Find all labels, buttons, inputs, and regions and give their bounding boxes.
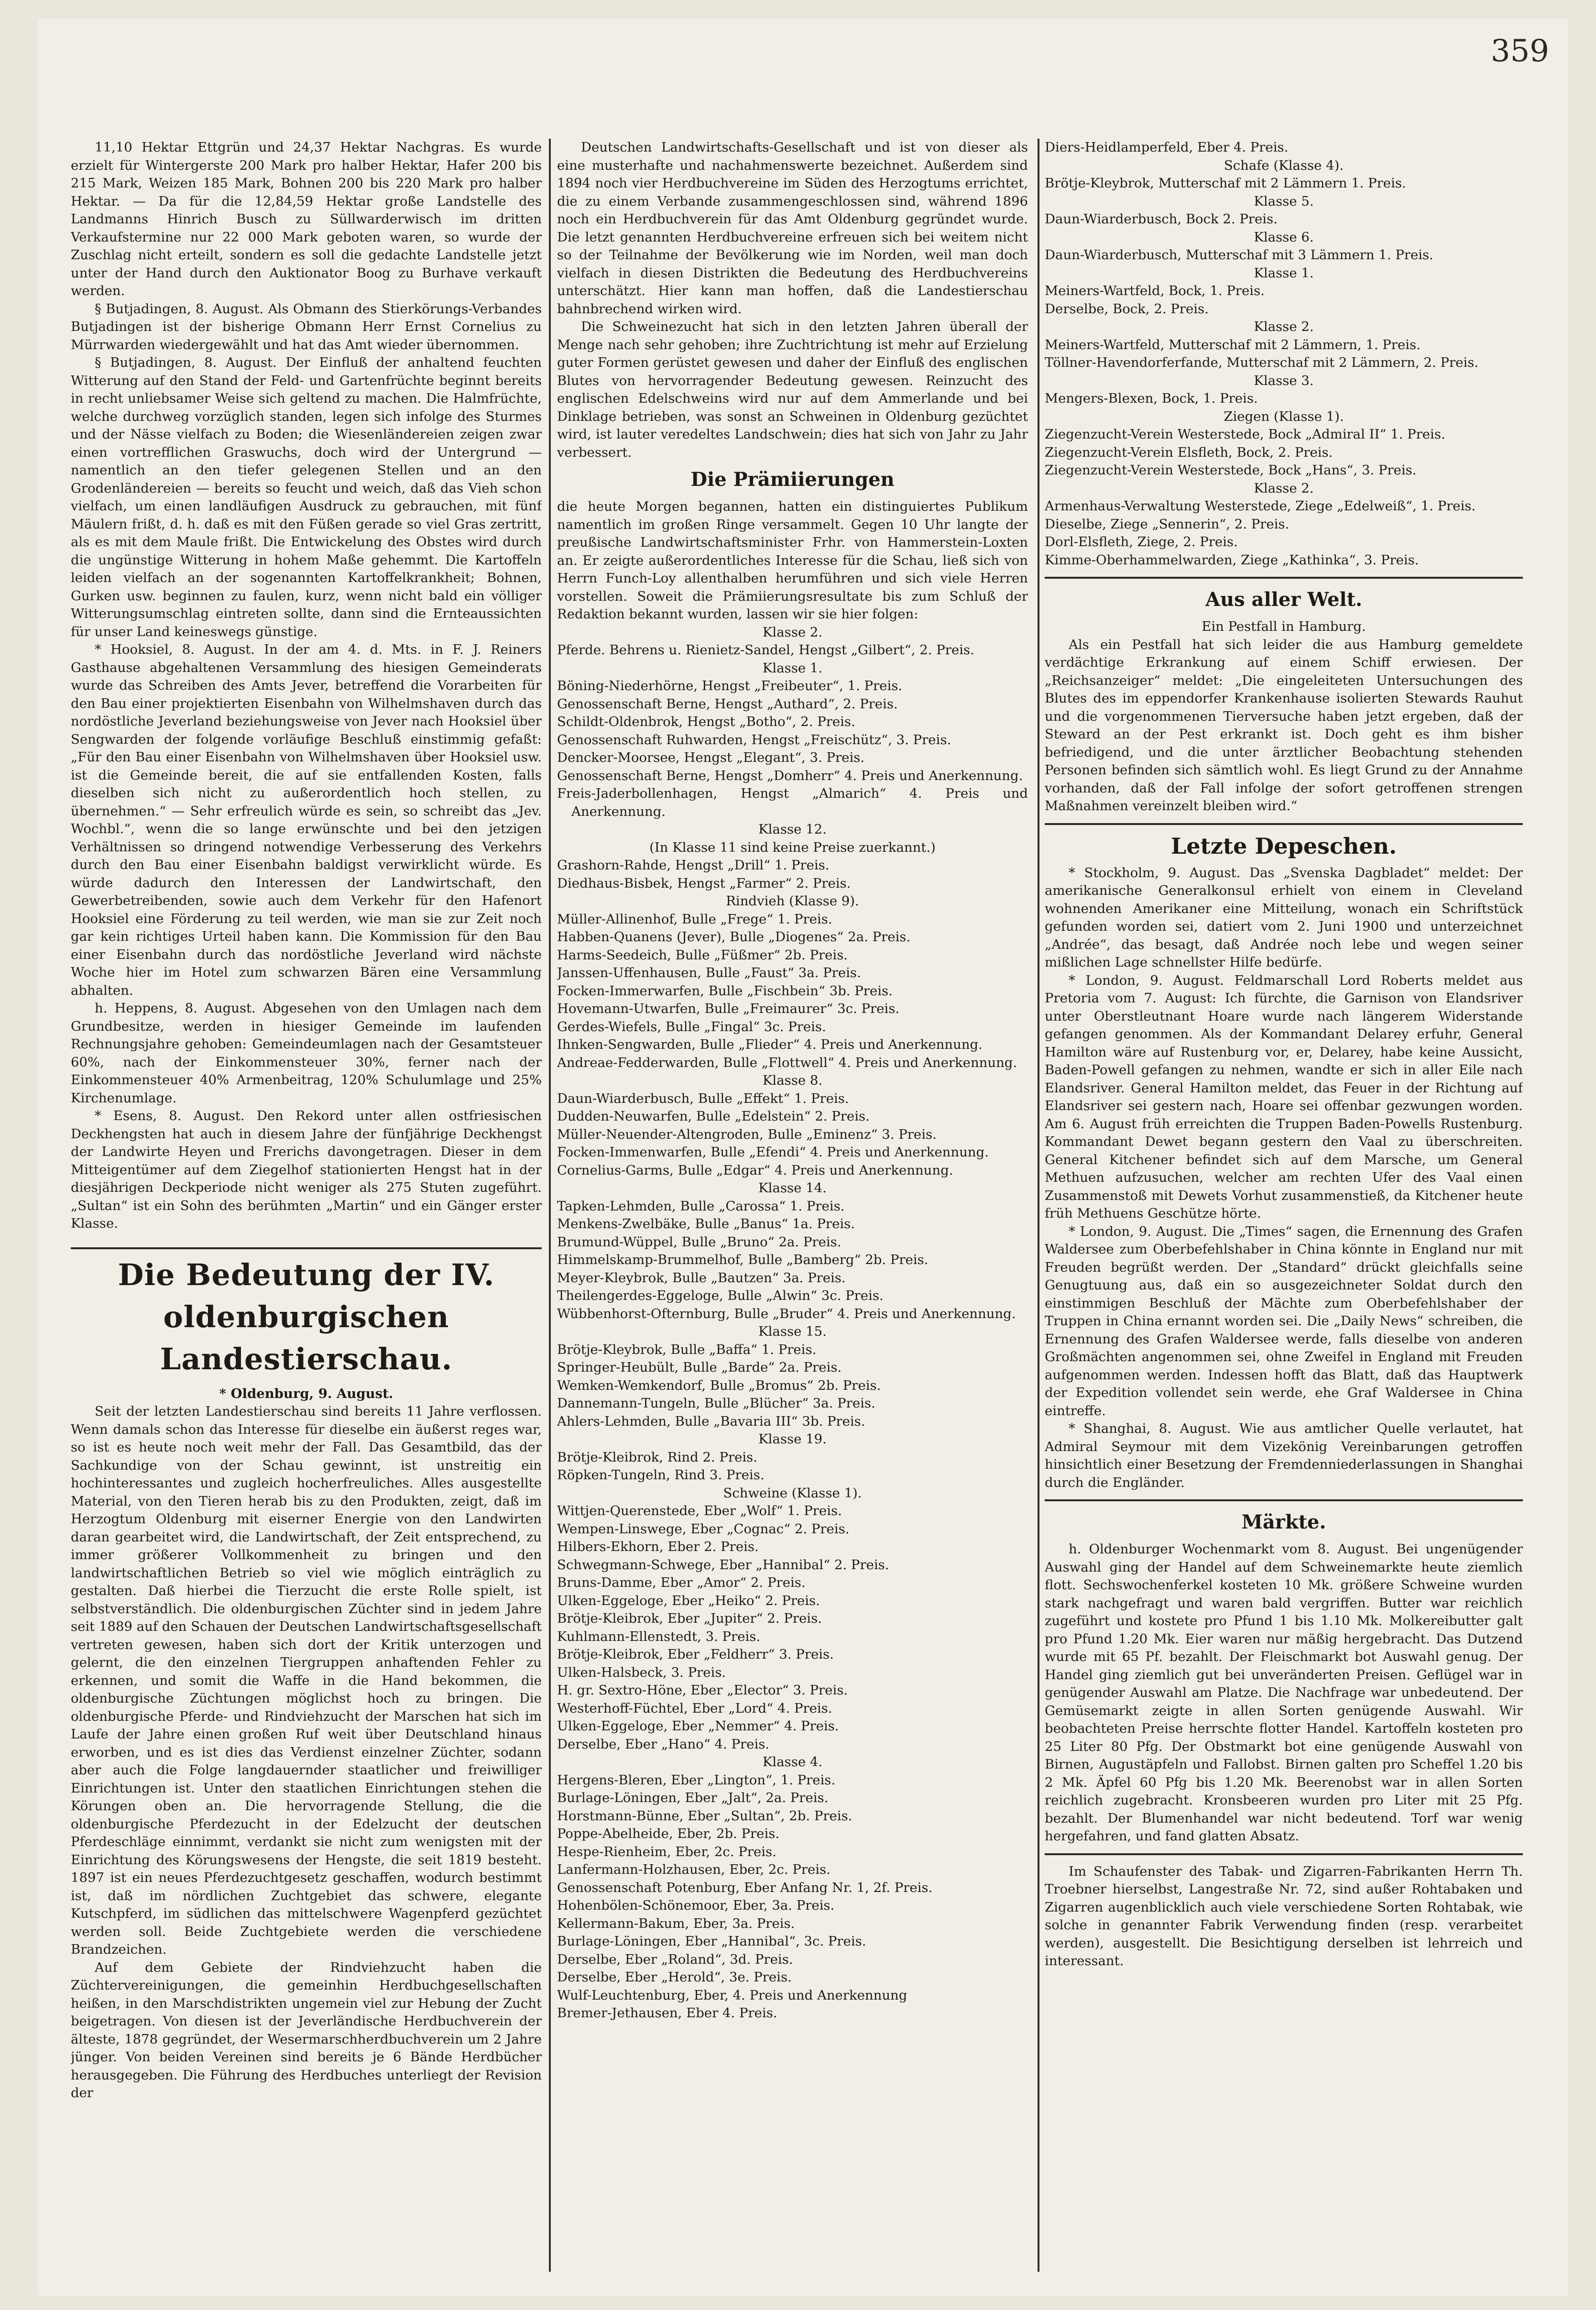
class-heading: Klasse 15. <box>758 1324 827 1339</box>
article-body <box>71 1403 542 2102</box>
list-item: Meiners-Wartfeld, Bock, 1. Preis. <box>1045 283 1265 298</box>
list-item: Springer-Heubült, Bulle „Barde“ 2a. Preis. <box>557 1360 842 1375</box>
prize-intro: die heute Morgen begannen, hatten ein distinguiertes Publikum namentlich im großen Ringe versammelt. Gegen 10 Uhr langte der preußische Landwirtschaftsminister Frhr. von Hammerstein-Loxten an. Er zeigte außerordentliches Interesse für die Schau, ließ sich von Herrn Funch-Loy allenthalben herumführen und sich viele Herren vorstellen. Soweit die Prämiierungsresultate bis zum Schluß der Redaktion bekannt wurden, lassen wir sie hier folgen: <box>557 499 1028 622</box>
divider <box>1045 577 1523 579</box>
dispatch-paragraph: * London, 9. August. Die „Times“ sagen, die Ernennung des Grafen Waldersee zum Oberbefehlshaber in China könnte in England nur mit Freuden begrüßt werden. Der „Standard“ drückt gleichfalls seine Genugtuung aus, daß ein so ausgezeichneter Soldat durch den einstimmigen Beschluß der Mächte zum Oberbefehlshaber der Truppen in China ernannt worden sei. Die „Daily News“ schreiben, die Ernennung des Grafen Waldersee werde, falls dieselbe von anderen Großmächten angenommen sei, ohne Zweifel in England mit Freuden aufgenommen werden. Indessen hofft das Blatt, daß das Hauptwerk der Expedition vollendet sein werde, ehe Graf Waldersee in China eintreffe. <box>1045 1223 1523 1419</box>
list-item: Derselbe, Eber „Roland“, 3d. Preis. <box>557 1951 793 1967</box>
class-heading: Klasse 5. <box>1254 193 1314 209</box>
list-item: Dannemann-Tungeln, Bulle „Blücher“ 3a. Preis. <box>557 1396 875 1411</box>
news-paragraph: 11,10 Hektar Ettgrün und 24,37 Hektar Nachgras. Es wurde erzielt für Wintergerste 200 Mark pro halber Hektar, Hafer 200 bis 215 Mark, Weizen 185 Mark, Bohnen 200 bis 220 Mark pro halber Hektar. — Da für die 12,84,59 Hektar große Landstelle des Landmanns Hinrich Busch zu Süllwarderwisch im dritten Verkaufstermine nur 22 000 Mark geboten waren, so wurde der Zuschlag nicht erteilt, sondern es soll die gedachte Landstelle jetzt unter der Hand durch den Auktionator Boog zu Burhave verkauft werden. <box>71 140 542 298</box>
list-item: Himmelskamp-Brummelhof, Bulle „Bamberg“ 2b. Preis. <box>557 1252 929 1267</box>
class-heading: Rindvieh (Klasse 9). <box>726 893 859 909</box>
dispatch-section-title: Letzte Depeschen. <box>1170 833 1397 859</box>
list-item: Freis-Jaderbollenhagen, Hengst „Almarich“ 4. Preis und Anerkennung. <box>557 786 1028 819</box>
list-item: Müller-Neuender-Altengroden, Bulle „Eminenz“ 3. Preis. <box>557 1126 937 1142</box>
divider <box>1045 1499 1523 1501</box>
prize-section-title: Die Prämiierungen <box>690 468 895 491</box>
list-item: Harms-Seedeich, Bulle „Füßmer“ 2b. Preis. <box>557 947 848 963</box>
list-item: Wulf-Leuchtenburg, Eber, 4. Preis und Anerkennung <box>557 1987 907 2003</box>
list-item: Genossenschaft Berne, Hengst „Authard“, 2. Preis. <box>557 696 898 712</box>
page-number: 359 <box>1490 33 1549 69</box>
welt-section-title: Aus aller Welt. <box>1205 588 1363 611</box>
list-item: Focken-Immenwarfen, Bulle „Efendi“ 4. Preis und Anerkennung. <box>557 1144 989 1160</box>
list-item: Ziegenzucht-Verein Elsfleth, Bock, 2. Preis. <box>1045 444 1333 460</box>
list-item: Habben-Quanens (Jever), Bulle „Diogenes“ 2a. Preis. <box>557 929 911 945</box>
article-paragraph: Seit der letzten Landestierschau sind bereits 11 Jahre verflossen. Wenn damals schon das Interesse für dieselbe ein äußerst reges war, so ist es heute noch weit mehr der Fall. Das Gesamtbild, das der Sachkundige von der Schau gewinnt, ist unstreitig ein hochinteressantes und zugleich hocherfreuliches. Alles ausgestellte Material, von den Tieren herab bis zu den Produkten, zeigt, daß im Herzogtum Oldenburg mit eiserner Energie von den Landwirten daran gearbeitet wird, die Landwirtschaft, der Zeit entsprechend, zu immer größerer Vollkommenheit zu bringen und den landwirtschaftlichen Betrieb so viel wie möglich einträglich zu gestalten. Daß hierbei die Tierzucht die erste Rolle spielt, ist selbstverständlich. Die oldenburgischen Züchter sind in jedem Jahre seit 1889 auf den Schauen der Deutschen Landwirtschaftsgesellschaft vertreten gewesen, haben sich dort der Kritik unterzogen und gelernt, die den einzelnen Tiergruppen anhaftenden Fehler zu erkennen, und somit die Waffe in die Hand bekommen, die oldenburgische Züchtungen möglichst hoch zu bringen. Die oldenburgische Pferde- und Rindviehzucht der Marschen hat sich im Laufe der Jahre einen großen Ruf weit über Deutschland hinaus erworben, und es ist dies das Verdienst einzelner Züchter, sodann aber auch die Folge langdauernder staatlicher und freiwilliger Einrichtungen ist. Unter den staatlichen Einrichtungen stehen die Körungen oben an. Die hervorragende Stellung, die die oldenburgische Pferdezucht in der Edelzucht der deutschen Pferdeschläge einnimmt, verdankt sie nicht zum wenigsten mit der Einrichtung des Körungswesens der Hengste, die seit 1819 besteht. 1897 ist ein neues Pferdezuchtgesetz geschaffen, wodurch bestimmt ist, daß im nördlichen Zuchtgebiet das schwere, elegante Kutschpferd, im südlichen das mittelschwere Wagenpferd gezüchtet werden soll. Beide Zuchtgebiete werden die verschiedene Brandzeichen. <box>71 1404 542 1957</box>
class-heading: Klasse 1. <box>1254 265 1314 281</box>
list-item: Derselbe, Eber „Hano“ 4. Preis. <box>557 1736 770 1752</box>
news-paragraph: § Butjadingen, 8. August. Als Obmann des Stierkörungs-Verbandes Butjadingen ist der bisherige Obmann Herr Ernst Cornelius zu Mürrwarden wiedergewählt und hat das Amt wieder übernommen. <box>71 301 542 352</box>
list-item: Meyer-Kleybrok, Bulle „Bautzen“ 3a. Preis. <box>557 1270 846 1286</box>
list-item: Bremer-Jethausen, Eber 4. Preis. <box>557 2005 777 2021</box>
list-item: Schildt-Oldenbrok, Hengst „Botho“, 2. Preis. <box>557 714 855 729</box>
list-item: Grashorn-Rahde, Hengst „Drill“ 1. Preis. <box>557 858 830 873</box>
class-heading: Klasse 3. <box>1254 373 1314 388</box>
list-item: Bruns-Damme, Eber „Amor“ 2. Preis. <box>557 1575 806 1590</box>
article-paragraph: Deutschen Landwirtschafts-Gesellschaft und ist von dieser als eine musterhafte und nachahmenswerte bezeichnet. Außerdem sind 1894 noch vier Herdbuchvereine im Süden des Herzogtums errichtet, die zu einem Verbande zusammengeschlossen sind, während 1896 noch ein Herdbuchverein für das Amt Oldenburg gegründet wurde. Die letzt genannten Herdbuchvereine erfreuen sich bei weitem nicht so der Teilnahme der Bevölkerung wie im Norden, weil man doch vielfach in diesen Distrikten die Bedeutung des Herdbuchvereins unterschätzt. Hier kann man hoffen, daß die Landestierschau bahnbrechend wirken wird. <box>557 140 1028 317</box>
list-item: Hespe-Rienheim, Eber, 2c. Preis. <box>557 1844 776 1859</box>
list-item: Burlage-Löningen, Eber „Jalt“, 2a. Preis. <box>557 1790 829 1805</box>
article-title: Die Bedeutung der IV. oldenburgischen Landestierschau. <box>71 1247 542 1380</box>
class-heading: Klasse 2. <box>1254 480 1314 496</box>
class-heading: (In Klasse 11 sind keine Preise zuerkannt.) <box>649 839 936 855</box>
list-item: Poppe-Abelheide, Eber, 2b. Preis. <box>557 1826 780 1841</box>
list-item: Ziegenzucht-Verein Westerstede, Bock „Hans“, 3. Preis. <box>1045 462 1417 478</box>
class-heading: Klasse 12. <box>758 822 827 837</box>
list-item: Hohenbölen-Schönemoor, Eber, 3a. Preis. <box>557 1898 835 1913</box>
list-item: Töllner-Havendorferfande, Mutterschaf mit 2 Lämmern, 2. Preis. <box>1045 355 1479 370</box>
list-item: Theilengerdes-Eggeloge, Bulle „Alwin“ 3c. Preis. <box>557 1288 884 1303</box>
list-item: Genossenschaft Ruhwarden, Hengst „Freischütz“, 3. Preis. <box>557 732 951 748</box>
class-heading: Klasse 19. <box>758 1431 827 1447</box>
dispatch-paragraph: * London, 9. August. Feldmarschall Lord Roberts meldet aus Pretoria vom 7. August: Ich fürchte, die Garnison von Elandsriver unter Oberstleutnant Hoare wurde nach längerem Widerstande gefangen genommen. Als der Kommandant Delarey erfuhr, General Hamilton wäre auf Rustenburg vor, er, Delarey, habe keine Aussicht, Baden-Powell gefangen zu nehmen, wandte er sich in aller Eile nach Elandsriver. General Hamilton meldet, das Feuer in der Richtung auf Elandsriver sei gestern nach, Hoare sei offenbar gezwungen worden. Am 6. August früh erreichten die Truppen Baden-Powells Rustenburg. Kommandant Dewet begann gestern den Vaal zu überschreiten. General Kitchener befindet sich auf dem Marsche, um General Methuen aufzusuchen, welcher am rechten Ufer des Vaal einen Zusammenstoß mit Dewets Vorhut zusammenstieß, da Kitchener heute früh Methuens Geschütze hörte. <box>1045 972 1523 1221</box>
class-heading: Schweine (Klasse 1). <box>723 1485 862 1501</box>
class-heading: Klasse 1. <box>762 660 823 676</box>
column-1 <box>71 139 542 2272</box>
divider <box>1045 823 1523 825</box>
newspaper-page <box>38 19 1568 2296</box>
news-paragraph: § Butjadingen, 8. August. Der Einfluß der anhaltend feuchten Witterung auf den Stand der Feld- und Gartenfrüchte beginnt bereits in recht unliebsamer Weise sich geltend zu machen. Die Halmfrüchte, welche durchweg vorzüglich standen, legen sich infolge des Sturmes und der Nässe vielfach zu Boden; die Wiesenländereien zeigen zwar einen vortrefflichen Graswuchs, doch wird der Untergrund — namentlich an den tiefer gelegenen Stellen und an den Grodenländereien — bereits so feucht und weich, daß das Vieh schon vielfach, um einen landläufigen Ausdruck zu gebrauchen, mit fünf Mäulern frißt, d. h. daß es mit den Füßen gerade so viel Gras zertritt, als es mit dem Maule frißt. Die Entwickelung des Obstes wird durch die ungünstige Witterung in hohem Maße gehemmt. Die Kartoffeln leiden vielfach an der sogenannten Kartoffelkrankheit; Bohnen, Gurken usw. beginnen zu faulen, kurz, wenn nicht bald ein völliger Witterungsumschlag eintreten sollte, dann sind die Ernteaussichten für unser Land keineswegs günstige. <box>71 355 542 639</box>
dispatch-paragraph: * Shanghai, 8. August. Wie aus amtlicher Quelle verlautet, hat Admiral Seymour mit dem Vizekönig Vereinbarungen getroffen hinsichtlich einer Besetzung der Fremdenniederlassungen in Shanghai durch die Engländer. <box>1045 1421 1523 1490</box>
list-item: Wittjen-Querenstede, Eber „Wolf“ 1. Preis. <box>557 1503 842 1518</box>
list-item: Genossenschaft Berne, Hengst „Domherr“ 4. Preis und Anerkennung. <box>557 768 1023 783</box>
list-item: Daun-Wiarderbusch, Bock 2. Preis. <box>1045 211 1278 227</box>
list-item: Mengers-Blexen, Bock, 1. Preis. <box>1045 391 1258 406</box>
list-item: Pferde. Behrens u. Rienietz-Sandel, Hengst „Gilbert“, 2. Preis. <box>557 642 974 658</box>
prize-list-continued <box>1045 139 1523 569</box>
list-item: Wemken-Wemkendorf, Bulle „Bromus“ 2b. Preis. <box>557 1377 881 1393</box>
list-item: Ihnken-Sengwarden, Bulle „Flieder“ 4. Preis und Anerkennung. <box>557 1037 983 1052</box>
dispatches <box>1045 864 1523 1492</box>
list-item: Dudden-Neuwarfen, Bulle „Edelstein“ 2. Preis. <box>557 1109 870 1124</box>
list-item: Armenhaus-Verwaltung Westerstede, Ziege „Edelweiß“, 1. Preis. <box>1045 498 1476 514</box>
list-item: Derselbe, Bock, 2. Preis. <box>1045 301 1209 317</box>
list-item: Dorl-Elsfleth, Ziege, 2. Preis. <box>1045 534 1238 550</box>
list-item: Westerhoff-Füchtel, Eber „Lord“ 4. Preis. <box>557 1700 832 1716</box>
article-paragraph: Die Schweinezucht hat sich in den letzten Jahren überall der Menge nach sehr gehoben; ihre Zuchtrichtung ist mehr auf Erzielung guter Formen gerüstet gewesen und daher der Einfluß des englischen Blutes von hervorragender Bedeutung gewesen. Reinzucht des englischen Edelschweins wird nur auf dem Ammerlande und bei Dinklage betrieben, was sonst an Schweinen in Oldenburg gezüchtet wird, ist lauter veredeltes Landschwein; dies hat sich von Jahr zu Jahr verbessert. <box>557 319 1028 460</box>
column-3 <box>1045 139 1523 2272</box>
list-item: Cornelius-Garms, Bulle „Edgar“ 4. Preis und Anerkennung. <box>557 1162 953 1178</box>
list-item: Kellermann-Bakum, Eber, 3a. Preis. <box>557 1915 795 1931</box>
list-item: Meiners-Wartfeld, Mutterschaf mit 2 Lämmern, 1. Preis. <box>1045 337 1421 352</box>
welt-text: Als ein Pestfall hat sich leider die aus Hamburg gemeldete verdächtige Erkrankung auf einem Schiff erwiesen. Der „Reichsanzeiger“ meldet: „Die eingeleiteten Untersuchungen des Blutes des im eppendorfer Krankenhause isolierten Stewards Rauhut und die vorgenommenen Tierversuche haben jetzt ergeben, daß der Steward an der Pest erkrankt ist. Doch geht es ihm bisher befriedigend, und die unter ärztlicher Beobachtung stehenden Personen befinden sich sämtlich wohl. Es liegt Grund zu der Annahme vorhanden, daß der Fall infolge der sofort getroffenen strengen Maßnahmen vereinzelt bleiben wird.“ <box>1045 637 1523 814</box>
news-paragraph: * Esens, 8. August. Den Rekord unter allen ostfriesischen Deckhengsten hat auch in diesem Jahre der fünfjährige Deckhengst der Landwirte Heyen und Frerichs davongetragen. Dieser in dem Mitteigentümer auf dem Ziegelhof stationierten Hengst hat in der diesjährigen Deckperiode nicht weniger als 275 Stuten zugeführt. „Sultan“ ist ein Sohn des berühmten „Martin“ und ein Gänger erster Klasse. <box>71 1108 542 1231</box>
markets-section-title: Märkte. <box>1241 1511 1326 1533</box>
list-item: Böning-Niederhörne, Hengst „Freibeuter“, 1. Preis. <box>557 678 903 693</box>
news-paragraph: h. Heppens, 8. August. Abgesehen von den Umlagen nach dem Grundbesitze, werden in hiesiger Gemeinde im laufenden Rechnungsjahre gehoben: Gemeindeumlagen nach der Gesamtsteuer 60%, nach der Einkommensteuer 30%, ferner nach der Einkommensteuer 40% Armenbeitrag, 120% Schulumlage und 25% Kirchenumlage. <box>71 1001 542 1106</box>
list-item: Diedhaus-Bisbek, Hengst „Farmer“ 2. Preis. <box>557 875 851 891</box>
list-item: Müller-Allinenhof, Bulle „Frege“ 1. Preis. <box>557 911 832 927</box>
local-news <box>71 139 542 1233</box>
dispatch-paragraph: * Stockholm, 9. August. Das „Svenska Dagbladet“ meldet: Der amerikanische Generalkonsul erhielt von einem in Cleveland wohnenden Amerikaner eine Mitteilung, wonach ein Schriftstück gefunden worden sei, datiert vom 2. Juni 1900 und unterzeichnet „Andrée“, das besagt, daß Andrée noch lebe und wegen seiner mißlichen Lage schnellster Hilfe bedürfe. <box>1045 865 1523 970</box>
markets-text: h. Oldenburger Wochenmarkt vom 8. August. Bei ungenügender Auswahl ging der Handel auf dem Schweinemarkte heute ziemlich flott. Sechswochenferkel kosteten 10 Mk. größere Schweine wurden stark nachgefragt und waren bald vergriffen. Butter war reichlich zugeführt und kostete pro Pfund 1 bis 1.10 Mk. Molkereibutter galt pro Pfund 1.20 Mk. Eier waren nur mäßig hergebracht. Das Dutzend wurde mit 65 Pf. bezahlt. Der Fleischmarkt bot Auswahl genug. Der Handel ging ziemlich gut bei unveränderten Preisen. Geflügel war in genügender Auswahl am Platze. Die Nachfrage war unbedeutend. Der Gemüsemarkt zeigte in allen Sorten genügende Auswahl. Wir beobachteten Preise herrschte flotter Handel. Kartoffeln kosteten pro 25 Liter 80 Pfg. Der Obstmarkt bot eine genügende Auswahl von Birnen, Augustäpfeln und Fallobst. Birnen galten pro Scheffel 1.20 bis 2 Mk. Äpfel 60 Pfg bis 1.20 Mk. Beerenobst war in allen Sorten reichlich zugebracht. Kronsbeeren wurden pro Liter mit 25 Pfg. bezahlt. Der Blumenhandel war nicht bedeutend. Torf war wenig hergefahren, und fand glatten Absatz. <box>1045 1541 1523 1844</box>
list-item: Brötje-Kleibrok, Eber „Feldherr“ 3. Preis. <box>557 1647 834 1662</box>
list-item: Ahlers-Lehmden, Bulle „Bavaria III“ 3b. Preis. <box>557 1413 865 1429</box>
list-item: Ulken-Halsbeck, 3. Preis. <box>557 1664 726 1680</box>
column-rule <box>1038 139 1039 2272</box>
column-rule <box>549 139 551 2272</box>
welt-subtitle: Ein Pestfall in Hamburg. <box>1202 619 1366 634</box>
list-item: Kimme-Oberhammelwarden, Ziege „Kathinka“, 3. Preis. <box>1045 552 1419 568</box>
class-heading: Klasse 8. <box>762 1073 823 1088</box>
list-item: Brötje-Kleibrok, Eber „Jupiter“ 2. Preis. <box>557 1611 822 1626</box>
list-item: Hovemann-Utwarfen, Bulle „Freimaurer“ 3c. Preis. <box>557 1001 900 1016</box>
class-heading: Klasse 2. <box>1254 319 1314 334</box>
list-item: Brötje-Kleybrok, Mutterschaf mit 2 Lämmern 1. Preis. <box>1045 176 1406 191</box>
list-item: Janssen-Uffenhausen, Bulle „Faust“ 3a. Preis. <box>557 965 861 980</box>
list-item: Röpken-Tungeln, Rind 3. Preis. <box>557 1467 765 1483</box>
class-heading: Schafe (Klasse 4). <box>1224 157 1344 173</box>
class-heading: Ziegen (Klasse 1). <box>1224 408 1344 424</box>
list-item: Diers-Heidlamperfeld, Eber 4. Preis. <box>1045 140 1289 155</box>
divider <box>1045 1853 1523 1855</box>
list-item: H. gr. Sextro-Höne, Eber „Elector“ 3. Preis. <box>557 1683 848 1698</box>
list-item: Andreae-Fedderwarden, Bulle „Flottwell“ 4. Preis und Anerkennung. <box>557 1055 1017 1070</box>
class-heading: Klasse 14. <box>758 1180 827 1196</box>
final-notice: Im Schaufenster des Tabak- und Zigarren-Fabrikanten Herrn Th. Troebner hierselbst, Langestraße Nr. 72, sind außer Rohtabaken und Zigarren augenblicklich auch viele verschiedene Sorten Rohtabak, wie solche in genannter Fabrik Verwendung finden (resp. verarbeitet werden), ausgestellt. Die Besichtigung derselben ist lehrreich und interessant. <box>1045 1863 1523 1969</box>
list-item: Schwegmann-Schwege, Eber „Hannibal“ 2. Preis. <box>557 1557 889 1573</box>
class-heading: Klasse 6. <box>1254 229 1314 245</box>
list-item: Hilbers-Ekhorn, Eber 2. Preis. <box>557 1539 759 1554</box>
list-item: Ulken-Eggeloge, Eber „Nemmer“ 4. Preis. <box>557 1718 839 1734</box>
column-2 <box>557 139 1028 2272</box>
list-item: Menkens-Zwelbäke, Bulle „Banus“ 1a. Preis. <box>557 1216 855 1232</box>
list-item: Burlage-Löningen, Eber „Hannibal“, 3c. Preis. <box>557 1934 866 1949</box>
list-item: Daun-Wiarderbusch, Mutterschaf mit 3 Lämmern 1. Preis. <box>1045 247 1433 263</box>
news-paragraph: * Hooksiel, 8. August. In der am 4. d. Mts. in F. J. Reiners Gasthause abgehaltenen Versammlung des hiesigen Gemeinderats wurde das Schreiben des Amts Jever, betreffend die Vorarbeiten für den Bau einer projektierten Eisenbahn von Wilhelmshaven durch das nordöstliche Jeverland beziehungsweise von Jever nach Hooksiel über Sengwarden der folgende vorläufige Beschluß einstimmig gefaßt: „Für den Bau einer Eisenbahn von Wilhelmshaven über Hooksiel usw. ist die Gemeinde bereit, die auf sie entfallenden Kosten, falls dieselben sich nicht zu außerordentlich hoch stellen, zu übernehmen.“ — Sehr erfreulich würde es sein, so schreibt das „Jev. Wochbl.“, wenn die so lange erwünschte und bei den jetzigen Verhältnissen so dringend notwendige Verbesserung des Verkehrs durch den Bau einer Eisenbahn baldigst verwirklicht würde. Es würde dadurch den Interessen der Landwirtschaft, den Gewerbetreibenden, sowie auch dem Verkehr für den Hafenort Hooksiel eine Förderung zu teil werden, wie man sie zur Zeit noch gar kein richtiges Urteil haben kann. Die Kommission für den Bau einer Eisenbahn durch das nordöstliche Jeverland wird nächste Woche hier im Hotel zum schwarzen Bären eine Versammlung abhalten. <box>71 642 542 998</box>
list-item: Gerdes-Wiefels, Bulle „Fingal“ 3c. Preis. <box>557 1019 826 1034</box>
list-item: Kuhlmann-Ellenstedt, 3. Preis. <box>557 1628 761 1644</box>
list-item: Derselbe, Eber „Herold“, 3e. Preis. <box>557 1969 792 1985</box>
list-item: Lanfermann-Holzhausen, Eber, 2c. Preis. <box>557 1862 831 1877</box>
list-item: Ulken-Eggeloge, Eber „Heiko“ 2. Preis. <box>557 1593 820 1608</box>
article-paragraph: Auf dem Gebiete der Rindviehzucht haben die Züchtervereinigungen, die gemeinhin Herdbuchgesellschaften heißen, in den Marschdistrikten ungemein viel zur Hebung der Zucht beigetragen. Von diesen ist der Jeverländische Herdbuchverein der älteste, 1878 gegründet, der Wesermarschherdbuchverein um 2 Jahre jünger. Von beiden Vereinen sind bereits je 6 Bände Herdbücher herausgegeben. Die Führung des Herdbuches unterliegt der Revision der <box>71 1959 542 2101</box>
list-item: Brumund-Wüppel, Bulle „Bruno“ 2a. Preis. <box>557 1234 842 1250</box>
article-dateline: * Oldenburg, 9. August. <box>219 1386 394 1401</box>
article-continuation <box>557 139 1028 462</box>
list-item: Dieselbe, Ziege „Sennerin“, 2. Preis. <box>1045 516 1290 532</box>
list-item: Horstmann-Bünne, Eber „Sultan“, 2b. Preis. <box>557 1808 853 1824</box>
list-item: Ziegenzucht-Verein Westerstede, Bock „Admiral II“ 1. Preis. <box>1045 427 1445 442</box>
prize-list <box>557 624 1028 2023</box>
list-item: Dencker-Moorsee, Hengst „Elegant“, 3. Preis. <box>557 750 865 765</box>
list-item: Daun-Wiarderbusch, Bulle „Effekt“ 1. Preis. <box>557 1090 849 1106</box>
class-heading: Klasse 4. <box>762 1754 823 1770</box>
list-item: Wempen-Linswege, Eber „Cognac“ 2. Preis. <box>557 1521 850 1537</box>
list-item: Brötje-Kleybrok, Bulle „Baffa“ 1. Preis. <box>557 1342 817 1357</box>
list-item: Focken-Immerwarfen, Bulle „Fischbein“ 3b. Preis. <box>557 983 893 999</box>
list-item: Brötje-Kleibrok, Rind 2. Preis. <box>557 1449 758 1465</box>
class-heading: Klasse 2. <box>762 624 823 640</box>
list-item: Genossenschaft Potenburg, Eber Anfang Nr. 1, 2f. Preis. <box>557 1880 933 1895</box>
list-item: Wübbenhorst-Ofternburg, Bulle „Bruder“ 4. Preis und Anerkennung. <box>557 1306 1016 1321</box>
list-item: Hergens-Bleren, Eber „Lington“, 1. Preis. <box>557 1772 836 1788</box>
list-item: Tapken-Lehmden, Bulle „Carossa“ 1. Preis. <box>557 1198 845 1214</box>
